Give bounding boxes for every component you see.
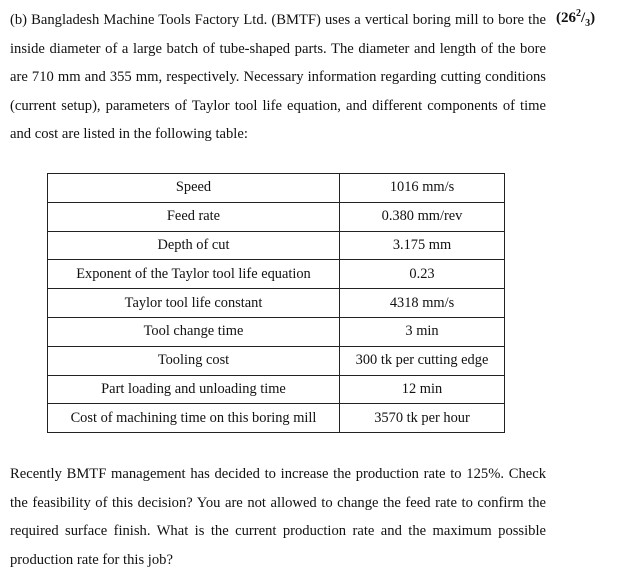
table-row (48, 202, 505, 231)
table-cell-value: 3570 tk per hour (340, 404, 505, 433)
question-intro-text: Bangladesh Machine Tools Factory Ltd. (BMTF) uses a vertical boring mill to bore the inside diameter of a large batch of tube-shaped parts. The diameter and length of the bore are 710 mm and 355 mm, respectively. Necessary information regarding cutting conditions (current setup), parameters of Taylor tool life equation, and different components of time and cost are listed in the following table: (10, 12, 546, 143)
table-cell-parameter: Speed (48, 174, 340, 203)
marks-indicator: $(26^2/_3)$ (556, 8, 596, 29)
question-label: (b) (10, 12, 28, 28)
table-row (48, 346, 505, 375)
table-cell-parameter: Cost of machining time on this boring mill (48, 404, 340, 433)
table-row (48, 231, 505, 260)
table-cell-value: 0.23 (340, 260, 505, 289)
table-cell-value: 3 min (340, 317, 505, 346)
table-row (48, 260, 505, 289)
table-row (48, 289, 505, 318)
table-cell-parameter: Depth of cut (48, 231, 340, 260)
table-cell-parameter: Exponent of the Taylor tool life equation (48, 260, 340, 289)
table-row (48, 174, 505, 203)
table-cell-value: 1016 mm/s (340, 174, 505, 203)
marks-denominator: 3 (585, 18, 591, 29)
table-cell-value: 12 min (340, 375, 505, 404)
table-row (48, 375, 505, 404)
table-cell-value: 3.175 mm (340, 231, 505, 260)
table-cell-value: 0.380 mm/rev (340, 202, 505, 231)
table-cell-parameter: Part loading and unloading time (48, 375, 340, 404)
table-cell-parameter: Taylor tool life constant (48, 289, 340, 318)
table-cell-parameter: Tooling cost (48, 346, 340, 375)
marks-numerator: 2 (576, 8, 581, 19)
table-cell-value: 300 tk per cutting edge (340, 346, 505, 375)
table-row (48, 404, 505, 433)
table-cell-parameter: Feed rate (48, 202, 340, 231)
question-closing-paragraph: Recently BMTF management has decided to increase the production rate to 125%. Check the feasibility of this decision? You are not allowed to change the feed rate to confirm the required surface finish. What is the current production rate and the maximum possible production rate for this job? (10, 466, 546, 568)
table-cell-parameter: Tool change time (48, 317, 340, 346)
table-row (48, 317, 505, 346)
question-intro-paragraph (10, 6, 546, 149)
marks-close: ) (590, 10, 596, 26)
table-cell-value: 4318 mm/s (340, 289, 505, 318)
parameters-table (47, 173, 505, 433)
marks-whole: (26 (556, 10, 576, 26)
